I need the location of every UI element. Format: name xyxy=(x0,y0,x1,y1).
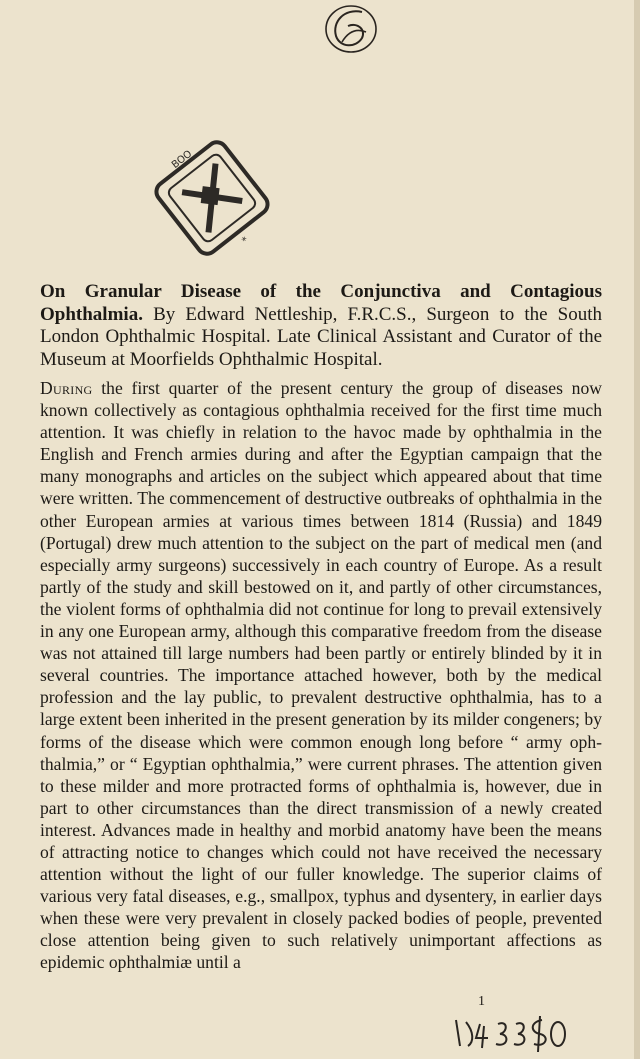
svg-text:*: * xyxy=(240,235,251,247)
opening-word: During xyxy=(40,378,93,398)
handwritten-catalog-number-icon xyxy=(450,1012,570,1056)
article-header xyxy=(40,281,602,371)
library-monogram-icon xyxy=(322,2,380,54)
article-body xyxy=(40,377,602,974)
page-number: 1 xyxy=(478,994,485,1009)
body-paragraph: the first quarter of the present century the group of diseases now known collectively as contagious ophthalmia received for the first time much attention. It was chiefly in relation to the havoc made by ophthalmia in the English and French armies during and after the Egyptian campaign that the many monographs and articles on the subject which appeared about that time were written. The commencement of destructive outbreaks of ophthalmia in the other European armies at various times between 1814 (Russia) and 1849 (Portugal) drew much attention to the subject on the part of medical men (and especially army surgeons) successively in each country of Europe. As a result partly of the study and skill bestowed on it, and partly of other circumstances, the violent forms of ophthalmia did not continue for long to prevail extensively in any one European army, although this comparative freedom from the disease was not attained till large numbers had been partly or entirely blinded by it in several countries. The importance attached however, both by the medical profession and the lay public, to prevalent destructive ophthalmia, has to a large extent been inherited in the present generation by its milder congeners; by forms of the disease which were common enough long before “ army ophthalmia,” or “ Egyptian ophthalmia,” were current phrases. The attention given to these milder and more protracted forms of ophthalmia is, however, due in part to other circumstances than the direct transmission of a newly created interest. Advances made in healthy and morbid anatomy have been the means of attracting notice to changes which could not have received the necessary attention without the light of our fuller knowledge. The superior claims of various very fatal diseases, e.g., smallpox, typhus and dysentery, in earlier days when these were very prevalent in closely packed bodies of people, prevented close attention being given to such relatively unimportant affections as epidemic ophthalmiæ until a xyxy=(40,378,602,973)
library-stamp-icon xyxy=(148,135,276,261)
page-edge xyxy=(634,0,640,1059)
article-title: On Granular Disease of the Conjunctiva and Contagious Ophthalmia. xyxy=(40,281,602,325)
article-byline: By Edward Nettleship, F.R.C.S., Surgeon to the South London Ophthalmic Hospital. Late Clinical Assistant and Curator of the Museum at Moorfields Ophthalmic Hospital. xyxy=(40,303,603,370)
svg-text:BOO: BOO xyxy=(169,148,195,172)
